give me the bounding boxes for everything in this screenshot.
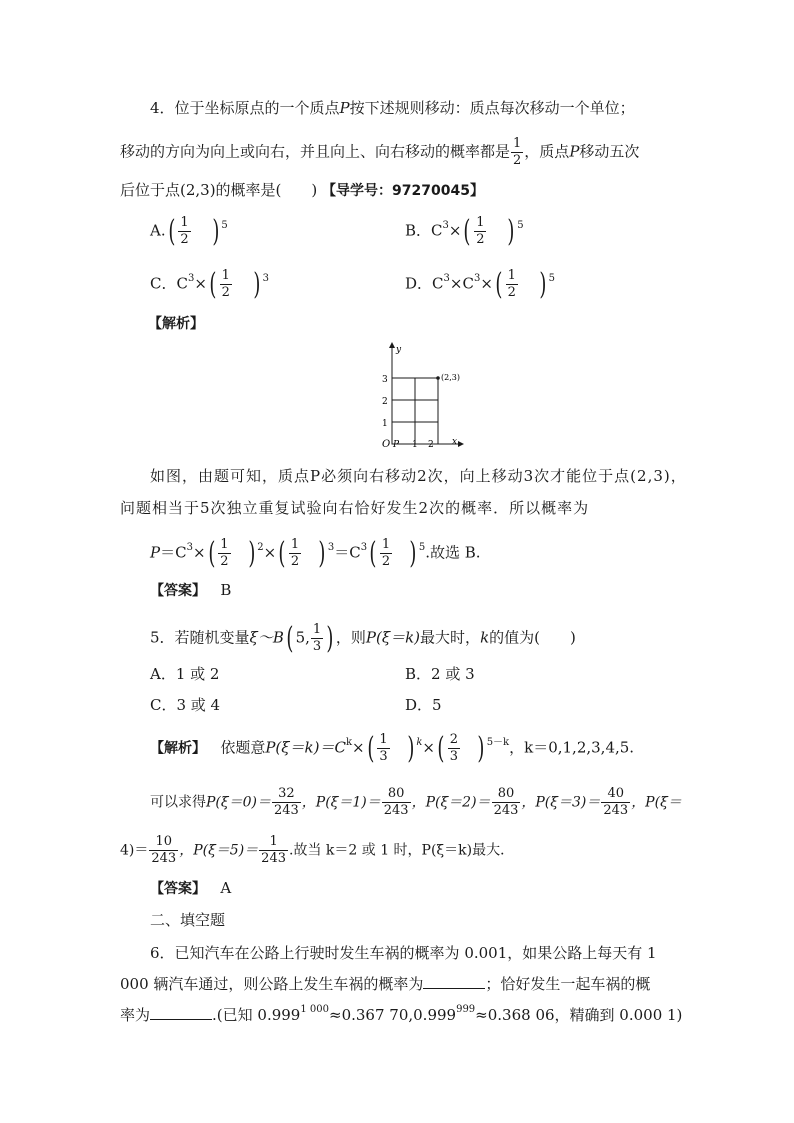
q4-line3: 后位于点(2,3)的概率是( ) 【导学号：97270045】 [120,181,484,199]
q6-line1: 6．已知汽车在公路上行驶时发生车祸的概率为 0.001，如果公路上每天有 1 [150,944,657,962]
q5-option-c: C．3 或 4 [150,696,221,714]
x-axis-label: x [452,437,458,447]
q4-formula: $P=C^3\times$( $\frac{1}{2}$ ) $^2$×( $\frac{1}{2}$ ) $^3=C^3$( $\frac{1}{2}$ ) $^5$.故选 B. [150,535,481,571]
q4-option-d: D．$C^3\times C^3\times$( $\frac{1}{2}$ ) $^5$ [405,266,555,302]
q5-option-b: B．2 或 3 [405,665,475,683]
q5-stem: 5．若随机变量ξ～B( 5, $\frac{1}{3}$ ) ，则P(ξ＝k)最大时，k的值为( ) [150,620,576,656]
fraction-one-half: $\frac{1}{2}$ [513,136,522,168]
section-title: 二、填空题 [150,911,226,929]
answer-blank-1[interactable] [423,974,485,989]
q5-answer: 【答案】 A [150,879,232,897]
y-tick-2: 2 [382,397,388,407]
q4-option-b: B．$C^3\times$( $\frac{1}{2}$ ) $^5$ [405,213,524,249]
q5-calc-line2: 4)＝ $\frac{10}{243}$ ，P(ξ＝5)＝ $\frac{1}{243}$ .故当 k＝2 或 1 时，P(ξ＝k)最大． [120,834,515,866]
p-label: P [393,440,400,450]
q4-analysis-label: 【解析】 [148,316,204,332]
q5-calc-line1: 可以求得P(ξ＝0)＝ $\frac{32}{243}$ ，P(ξ＝1)＝ $\frac{80}{243}$ ，P(ξ＝2)＝ $\frac{80}{243}$ ，P(ξ＝3)＝ $\frac{40}{243}$ ，P(ξ＝ [150,786,682,818]
point-label: (2,3) [441,373,460,382]
answer-blank-2[interactable] [150,1005,212,1020]
q5-option-a: A．1 或 2 [150,665,220,683]
q4-answer: 【答案】 B [150,581,232,599]
q4-explain1: 如图，由题可知，质点P必须向右移动2次，向上移动3次才能位于点(2,3)， [150,467,687,485]
q4-explain2: 问题相当于5次独立重复试验向右恰好发生2次的概率．所以概率为 [120,499,590,517]
q4-line1: 4．位于坐标原点的一个质点P按下述规则移动：质点每次移动一个单位； [150,99,635,117]
q6-line3: 率为 .(已知 $0.999^{1 000}\approx 0.367$ $70,0.999^{999}\approx 0.368$ 06，精确到 0.000 1) [120,1004,683,1024]
y-tick-3: 3 [382,375,388,385]
q4-line2: 移动的方向为向上或向右，并且向上、向右移动的概率都是 $\frac{1}{2}$ ，质点P移动五次 [120,136,640,168]
x-tick-1: 1 [412,440,418,450]
lattice-graph [362,340,472,452]
origin-label: O [382,439,391,450]
q6-line2: 000 辆汽车通过，则公路上发生车祸的概率为 ；恰好发生一起车祸的概 [120,975,651,993]
y-tick-1: 1 [382,419,388,429]
x-tick-2: 2 [428,440,434,450]
q4-option-c: C．$C^3\times$( $\frac{1}{2}$ ) $^3$ [150,266,270,302]
q5-option-d: D．5 [405,696,442,714]
y-axis-label: y [396,345,402,355]
q5-analysis: 【解析】 依题意$P(\xi=k)=C^k\times$( $\frac{1}{3}$ ) $^k$×( $\frac{2}{3}$ ) $^{5-k}$，k＝0,1,2,3,4,5. [150,730,635,766]
q4-option-a: A.( $\frac{1}{2}$ ) $^5$ [150,213,228,249]
